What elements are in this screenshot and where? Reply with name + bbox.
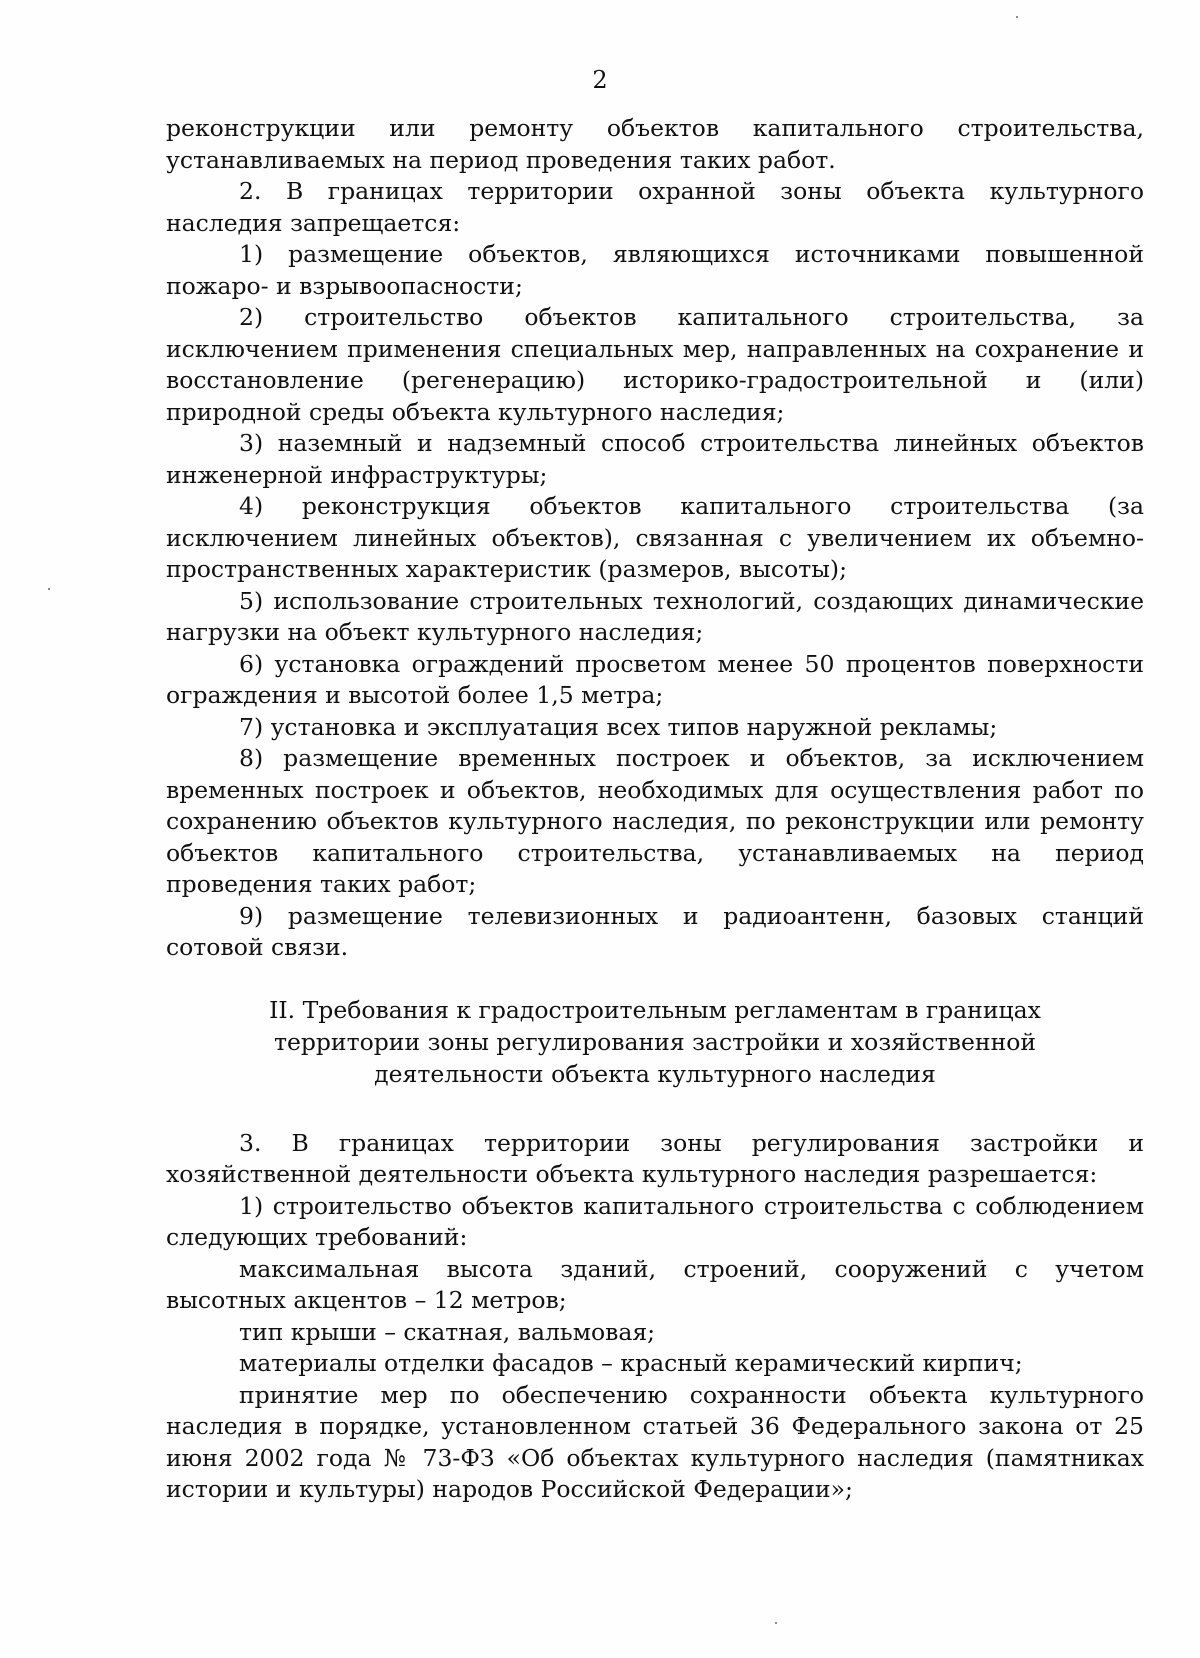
clause-2-item-6: 6) установка ограждений просветом менее 50 процентов поверхности ограждения и высотой более 1,5 метра; xyxy=(166,649,1144,709)
clause-2-item-1: 1) размещение объектов, являющихся источниками повышенной пожаро- и взрывоопасности; xyxy=(166,240,1144,300)
clause-2-item-3: 3) наземный и надземный способ строительства линейных объектов инженерной инфраструктуры; xyxy=(166,429,1144,489)
document-body xyxy=(166,113,1144,1506)
section-heading: II. Требования к градостроительным регламентам в границах территории зоны регулирования застройки и хозяйственной деятельности объекта культурного наследия xyxy=(269,995,1041,1088)
clause-2-item-4: 4) реконструкция объектов капитального строительства (за исключением линейных объектов), связанная с увеличением их объемно-пространственных характеристик (размеров, высоты); xyxy=(166,492,1144,583)
clause-3: 3. В границах территории зоны регулирования застройки и хозяйственной деятельности объекта культурного наследия разрешается: xyxy=(166,1128,1144,1188)
clause-2-item-5: 5) использование строительных технологий, создающих динамические нагрузки на объект культурного наследия; xyxy=(166,586,1144,646)
clause-2-item-9: 9) размещение телевизионных и радиоантенн, базовых станций сотовой связи. xyxy=(166,901,1144,961)
requirement-heritage-protection: принятие мер по обеспечению сохранности объекта культурного наследия в порядке, установленном статьей 36 Федерального закона от 25 июня 2002 года № 73-ФЗ «Об объектах культурного наследия (памятниках истории и культуры) народов Российской Федерации»; xyxy=(166,1380,1144,1503)
clause-3-item-1: 1) строительство объектов капитального строительства с соблюдением следующих требований: xyxy=(166,1191,1144,1251)
page-number: 2 xyxy=(592,66,608,94)
scan-speck xyxy=(48,588,50,590)
scan-speck xyxy=(1016,16,1018,18)
requirement-max-height: максимальная высота зданий, строений, сооружений с учетом высотных акцентов – 12 метров; xyxy=(166,1254,1144,1314)
scan-speck xyxy=(775,1622,777,1624)
requirement-roof-type: тип крыши – скатная, вальмовая; xyxy=(239,1317,656,1346)
clause-2-item-2: 2) строительство объектов капитального строительства, за исключением применения специальных мер, направленных на сохранение и восстановление (регенерацию) историко-градостроительной и (или) природной среды объекта культурного наследия; xyxy=(166,303,1144,426)
paragraph-continuation-end: устанавливаемых на период проведения таких работ. xyxy=(166,145,836,174)
paragraph-continuation-line: реконструкции или ремонту объектов капитального строительства, xyxy=(166,114,1144,142)
requirement-facade-materials: материалы отделки фасадов – красный керамический кирпич; xyxy=(239,1349,1023,1377)
clause-2-item-7: 7) установка и эксплуатация всех типов наружной рекламы; xyxy=(239,712,998,741)
clause-2: 2. В границах территории охранной зоны объекта культурного наследия запрещается: xyxy=(166,177,1144,237)
clause-2-item-8: 8) размещение временных построек и объектов, за исключением временных построек и объектов, необходимых для осуществления работ по сохранению объектов культурного наследия, по реконструкции или ремонту объектов капитального строительства, устанавливаемых на период проведения таких работ; xyxy=(166,744,1144,898)
